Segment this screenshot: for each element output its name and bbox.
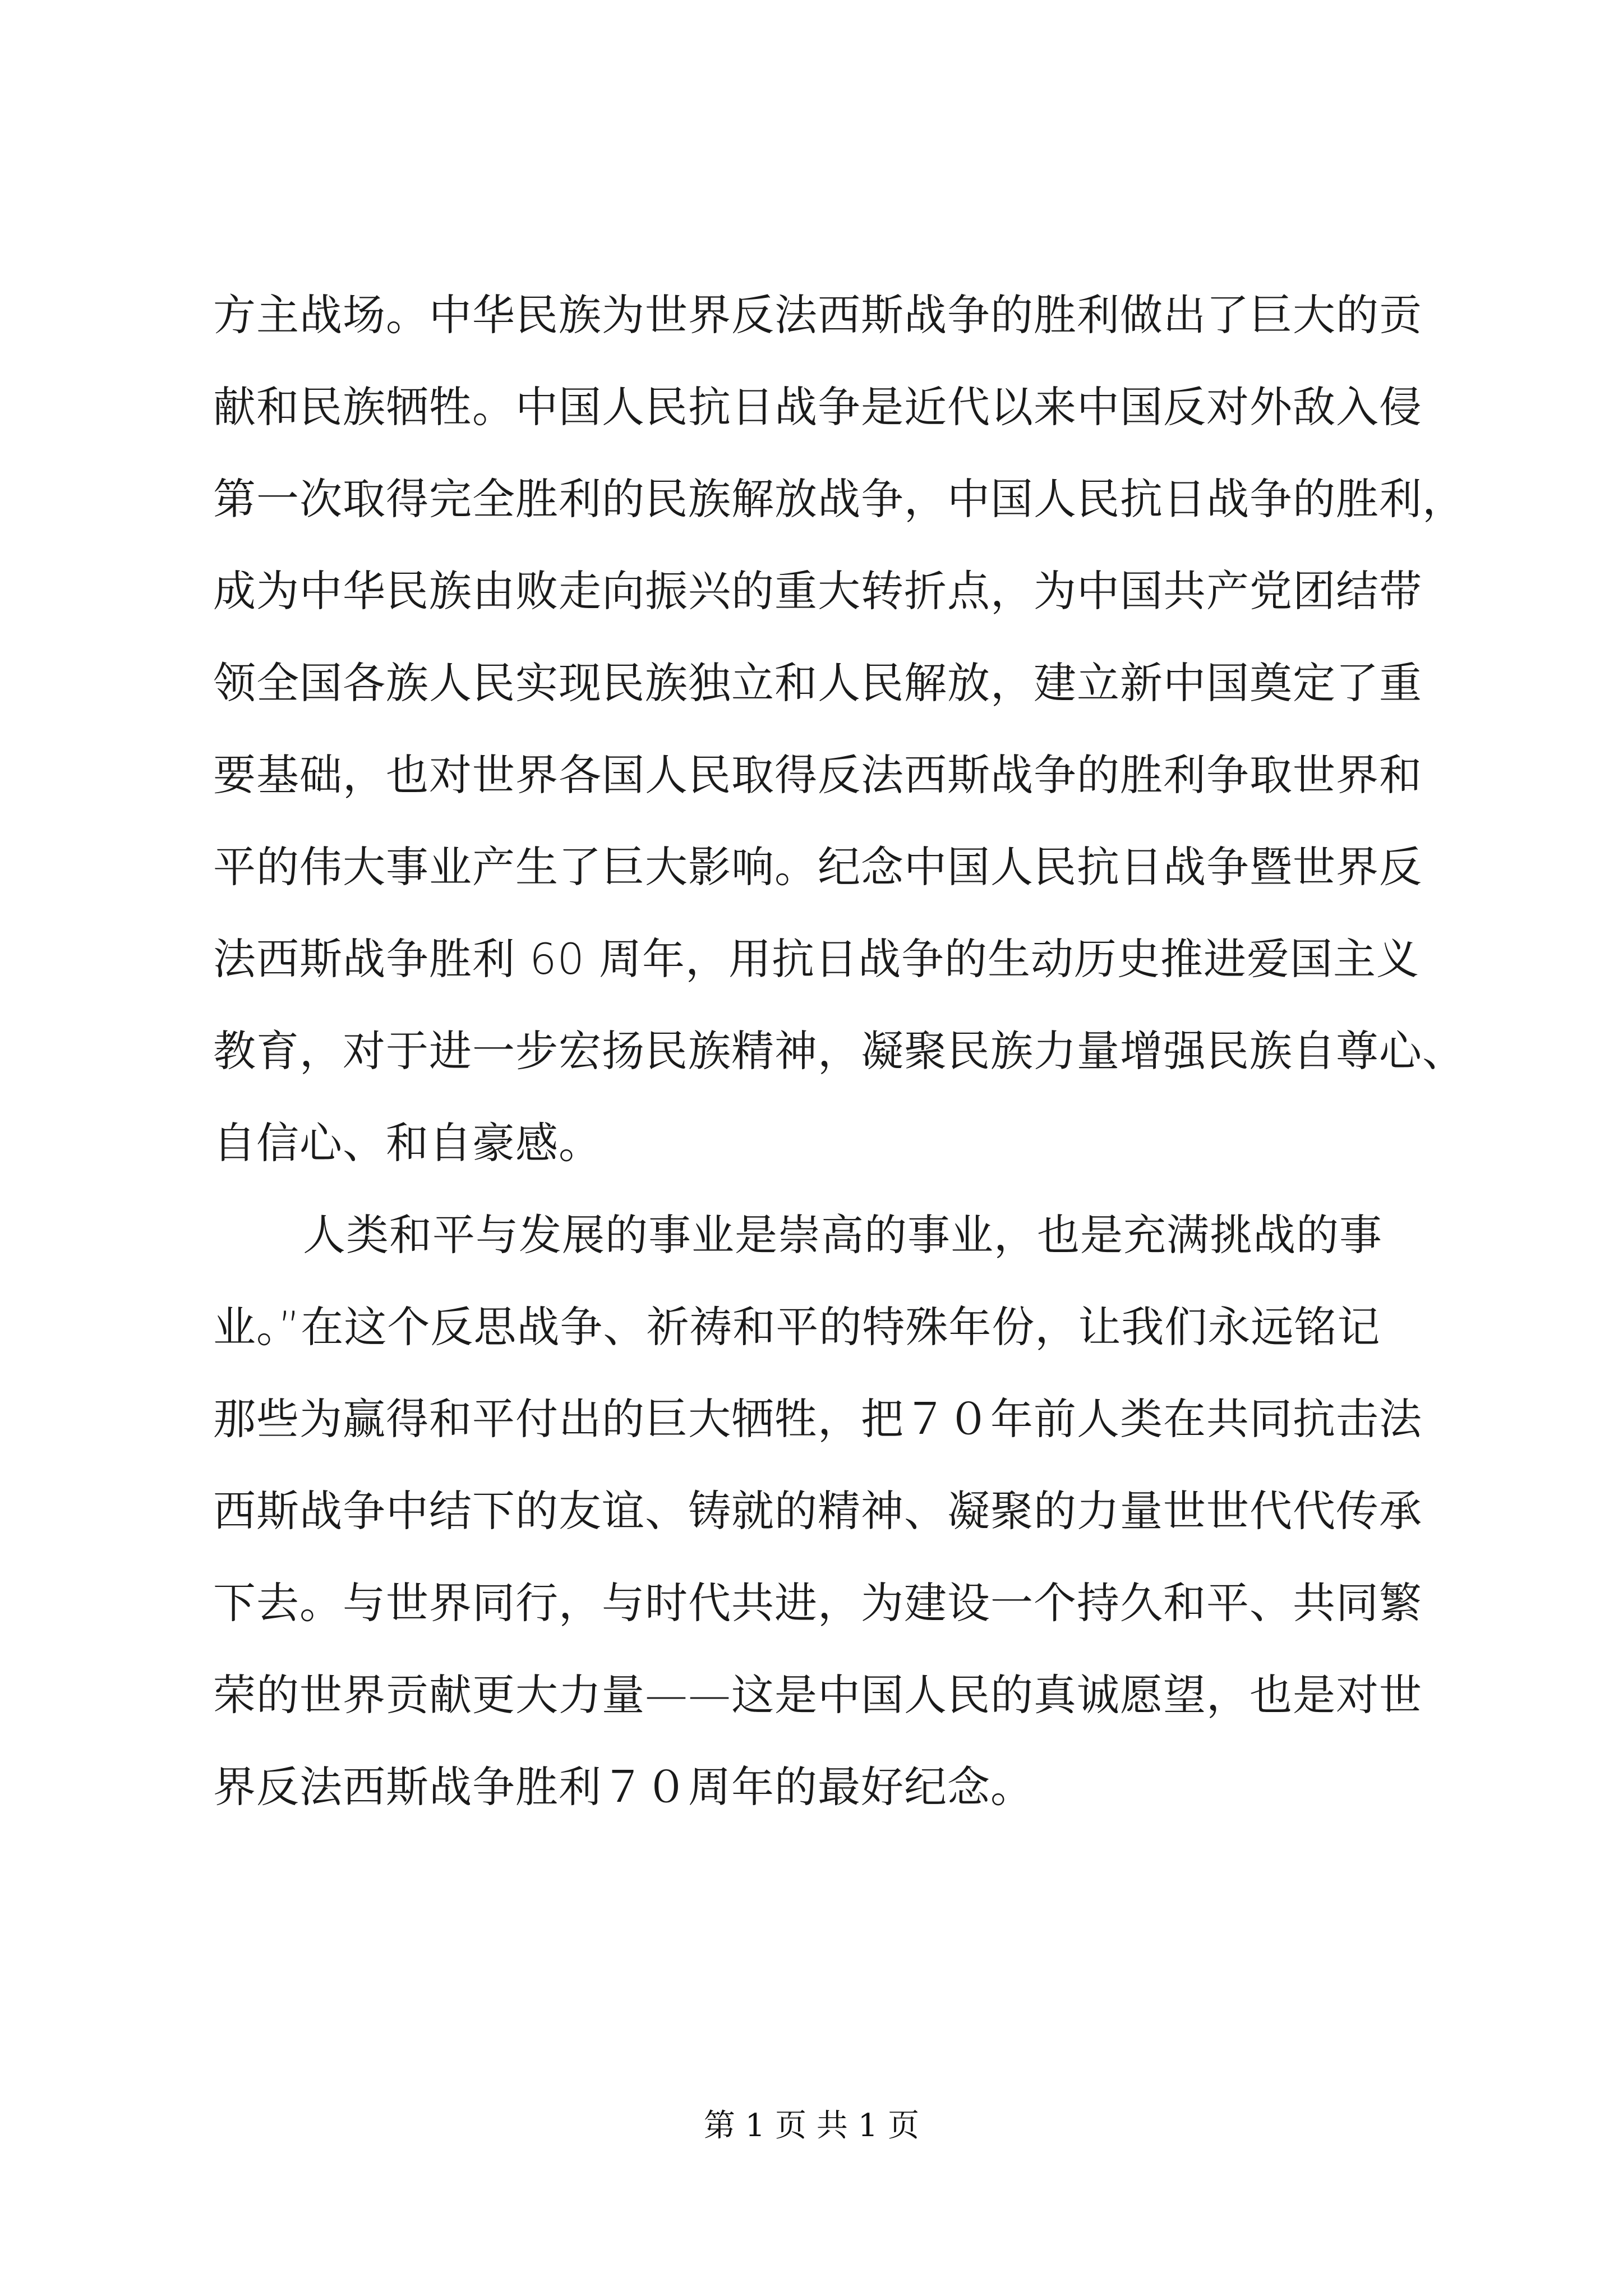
paragraph-2 <box>213 1189 1447 1833</box>
text-line: 要基础，也对世界各国人民取得反法西斯战争的胜利争取世界和 <box>213 750 1422 800</box>
paragraph-1 <box>213 269 1465 1189</box>
text-line: 荣的世界贡献更大力量——这是中国人民的真诚愿望，也是对世 <box>213 1670 1422 1720</box>
text-line: 人类和平与发展的事业是崇高的事业，也是充满挑战的事 <box>303 1210 1382 1260</box>
text-line: 西斯战争中结下的友谊、铸就的精神、凝聚的力量世世代代传承 <box>213 1486 1422 1536</box>
text-line: 教育，对于进一步宏扬民族精神，凝聚民族力量增强民族自尊心、 <box>213 1026 1465 1076</box>
text-line: 献和民族牺牲。中国人民抗日战争是近代以来中国反对外敌入侵 <box>213 382 1422 432</box>
text-line: 成为中华民族由败走向振兴的重大转折点，为中国共产党团结带 <box>213 566 1422 616</box>
text-line: 第一次取得完全胜利的民族解放战争，中国人民抗日战争的胜利， <box>213 474 1465 524</box>
page-number-footer: 第 1 页 共 1 页 <box>703 2108 920 2144</box>
text-line: 业。”在这个反思战争、祈祷和平的特殊年份，让我们永远铭记 <box>213 1302 1381 1352</box>
text-line: 法西斯战争胜利 60 周年，用抗日战争的生动历史推进爱国主义 <box>213 934 1420 984</box>
text-line: 领全国各族人民实现民族独立和人民解放，建立新中国奠定了重 <box>213 658 1422 708</box>
text-line: 那些为赢得和平付出的巨大牺牲，把７０年前人类在共同抗击法 <box>213 1394 1422 1444</box>
text-line: 方主战场。中华民族为世界反法西斯战争的胜利做出了巨大的贡 <box>213 290 1422 340</box>
text-line: 界反法西斯战争胜利７０周年的最好纪念。 <box>213 1762 1034 1812</box>
text-line: 下去。与世界同行，与时代共进，为建设一个持久和平、共同繁 <box>213 1578 1422 1628</box>
text-line: 平的伟大事业产生了巨大影响。纪念中国人民抗日战争暨世界反 <box>213 842 1422 892</box>
text-line: 自信心、和自豪感。 <box>213 1118 602 1168</box>
document-body <box>213 269 1465 1833</box>
